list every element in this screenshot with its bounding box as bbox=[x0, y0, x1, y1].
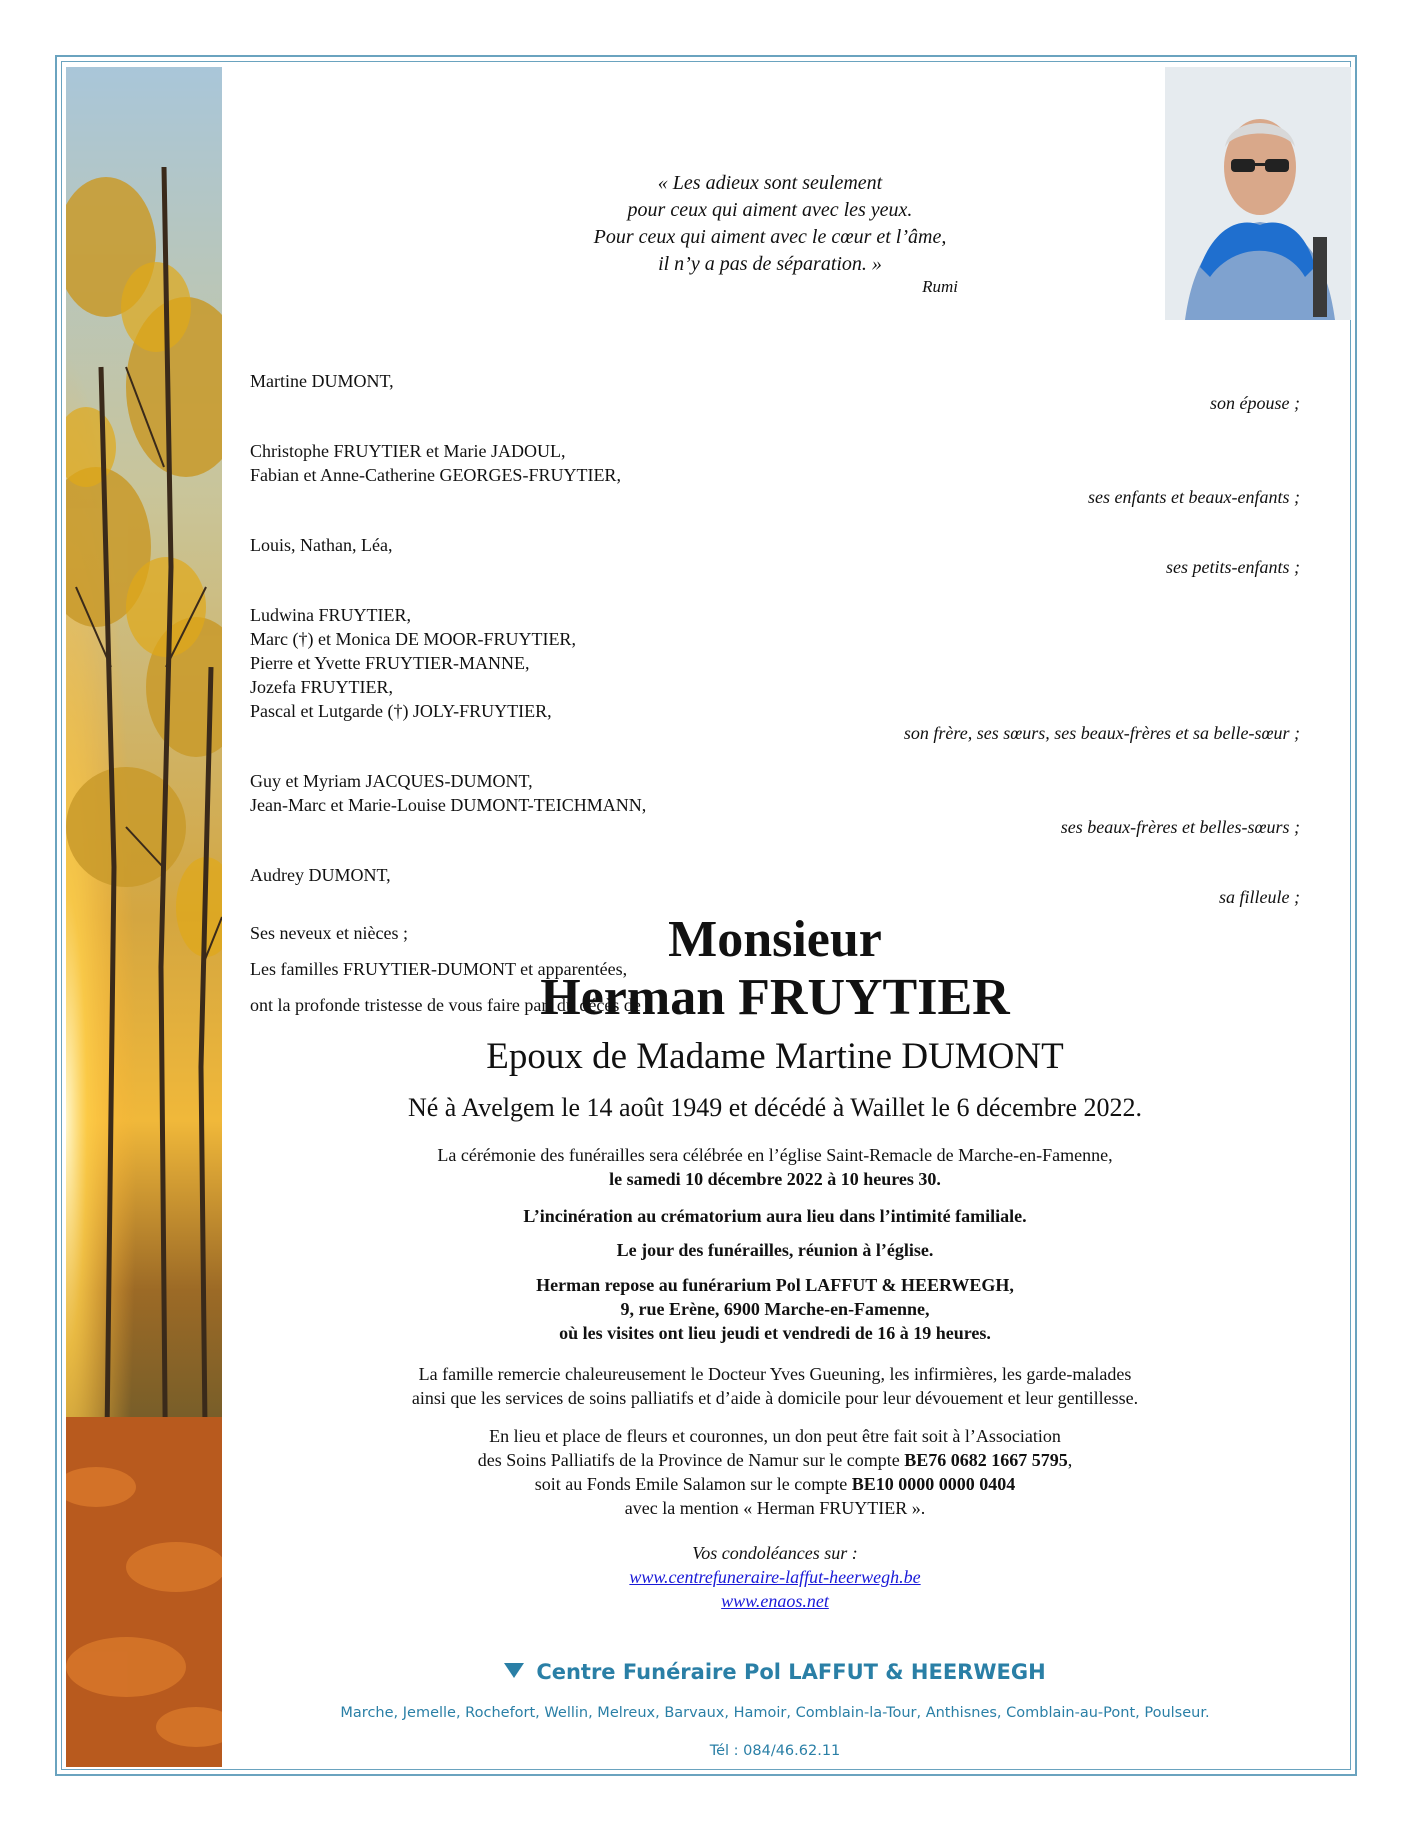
family-relation: son frère, ses sœurs, ses beaux-frères et sa belle-sœur ; bbox=[903, 723, 1300, 743]
condolences-label: Vos condoléances sur : bbox=[692, 1543, 858, 1563]
family-name: Marc (†) et Monica DE MOOR-FRUYTIER, bbox=[250, 629, 576, 649]
closing-line: ont la profonde tristesse de vous faire part du décès de bbox=[250, 995, 641, 1015]
funeral-home-tel: Tél : 084/46.62.11 bbox=[709, 1743, 841, 1759]
family-relation: ses enfants et beaux-enfants ; bbox=[1088, 487, 1300, 507]
reunion-notice: Le jour des funérailles, réunion à l’église. bbox=[616, 1240, 934, 1260]
family-relation: ses beaux-frères et belles-sœurs ; bbox=[1060, 817, 1300, 837]
repose-line: où les visites ont lieu jeudi et vendredi de 16 à 19 heures. bbox=[559, 1323, 991, 1343]
ceremony-date: le samedi 10 décembre 2022 à 10 heures 30. bbox=[609, 1169, 941, 1189]
triangle-down-icon bbox=[504, 1663, 524, 1678]
thanks-line: ainsi que les services de soins palliatifs et d’aide à domicile pour leur dévouement et leur gentillesse. bbox=[411, 1388, 1139, 1408]
funeral-home-label: Centre Funéraire Pol LAFFUT & HEERWEGH bbox=[536, 1660, 1046, 1684]
cremation-notice: L’incinération au crématorium aura lieu dans l’intimité familiale. bbox=[523, 1206, 1027, 1226]
family-relation: son épouse ; bbox=[1210, 393, 1300, 413]
family-name: Ludwina FRUYTIER, bbox=[250, 605, 411, 625]
deceased-birth-death: Né à Avelgem le 14 août 1949 et décédé à Waillet le 6 décembre 2022. bbox=[407, 1093, 1143, 1122]
account-number: BE76 0682 1667 5795 bbox=[904, 1450, 1068, 1470]
family-name: Pierre et Yvette FRUYTIER-MANNE, bbox=[250, 653, 530, 673]
donation-line: des Soins Palliatifs de la Province de Namur sur le compte BE76 0682 1667 5795, bbox=[477, 1450, 1073, 1470]
family-group bbox=[250, 863, 1300, 909]
portrait-photo bbox=[1165, 67, 1351, 320]
family-group bbox=[250, 439, 1300, 509]
condolence-link-laffut[interactable]: www.centrefuneraire-laffut-heerwegh.be bbox=[629, 1567, 921, 1587]
account-number: BE10 0000 0000 0404 bbox=[851, 1474, 1016, 1494]
closing-line: Ses neveux et nièces ; bbox=[250, 923, 408, 943]
donation-line: soit au Fonds Emile Salamon sur le compte BE10 0000 0000 0404 bbox=[534, 1474, 1016, 1494]
family-group bbox=[250, 533, 1300, 579]
autumn-forest-image bbox=[66, 67, 222, 1767]
repose-line: Herman repose au funérarium Pol LAFFUT & HEERWEGH, bbox=[536, 1275, 1014, 1295]
repose-line: 9, rue Erène, 6900 Marche-en-Famenne, bbox=[620, 1299, 930, 1319]
family-name: Jozefa FRUYTIER, bbox=[250, 677, 393, 697]
funeral-home-towns: Marche, Jemelle, Rochefort, Wellin, Melreux, Barvaux, Hamoir, Comblain-la-Tour, Anthisnes, Comblain-au-Pont, Poulseur. bbox=[340, 1705, 1210, 1721]
donation-line: avec la mention « Herman FRUYTIER ». bbox=[624, 1498, 926, 1518]
thanks-line: La famille remercie chaleureusement le Docteur Yves Gueuning, les infirmières, les garde-malades bbox=[418, 1364, 1132, 1384]
family-group bbox=[250, 369, 1300, 415]
deceased-name: Herman FRUYTIER bbox=[540, 969, 1010, 1026]
family-name: Jean-Marc et Marie-Louise DUMONT-TEICHMANN, bbox=[250, 795, 647, 815]
donation-block bbox=[250, 1424, 1300, 1520]
thanks-block bbox=[250, 1362, 1300, 1410]
quote-line: Pour ceux qui aiment avec le cœur et l’âme, bbox=[593, 226, 947, 248]
funeral-home-name bbox=[250, 1660, 1300, 1684]
quote-line: il n’y a pas de séparation. » bbox=[658, 253, 882, 275]
family-name: Guy et Myriam JACQUES-DUMONT, bbox=[250, 771, 533, 791]
family-name: Louis, Nathan, Léa, bbox=[250, 535, 393, 555]
family-relation: sa filleule ; bbox=[1219, 887, 1300, 907]
quote-line: pour ceux qui aiment avec les yeux. bbox=[627, 199, 913, 221]
family-name: Christophe FRUYTIER et Marie JADOUL, bbox=[250, 441, 566, 461]
ceremony-line: La cérémonie des funérailles sera célébrée en l’église Saint-Remacle de Marche-en-Famenne, bbox=[437, 1145, 1113, 1165]
quote-author: Rumi bbox=[922, 277, 958, 296]
family-name: Audrey DUMONT, bbox=[250, 865, 391, 885]
deceased-honorific: Monsieur bbox=[668, 911, 882, 968]
family-name: Pascal et Lutgarde (†) JOLY-FRUYTIER, bbox=[250, 701, 552, 721]
ceremony-block bbox=[250, 1143, 1300, 1191]
family-group bbox=[250, 603, 1300, 745]
family-name: Fabian et Anne-Catherine GEORGES-FRUYTIER, bbox=[250, 465, 621, 485]
repose-block bbox=[250, 1273, 1300, 1345]
family-name: Martine DUMONT, bbox=[250, 371, 394, 391]
family-group bbox=[250, 769, 1300, 839]
deceased-spouse: Epoux de Madame Martine DUMONT bbox=[486, 1036, 1064, 1077]
condolences-block bbox=[250, 1541, 1300, 1613]
quote-block bbox=[470, 170, 1070, 298]
donation-line: En lieu et place de fleurs et couronnes, un don peut être fait soit à l’Association bbox=[489, 1426, 1061, 1446]
quote-line: « Les adieux sont seulement bbox=[657, 172, 883, 194]
condolence-link-enaos[interactable]: www.enaos.net bbox=[721, 1591, 829, 1611]
closing-line: Les familles FRUYTIER-DUMONT et apparentées, bbox=[250, 959, 628, 979]
family-relation: ses petits-enfants ; bbox=[1166, 557, 1300, 577]
